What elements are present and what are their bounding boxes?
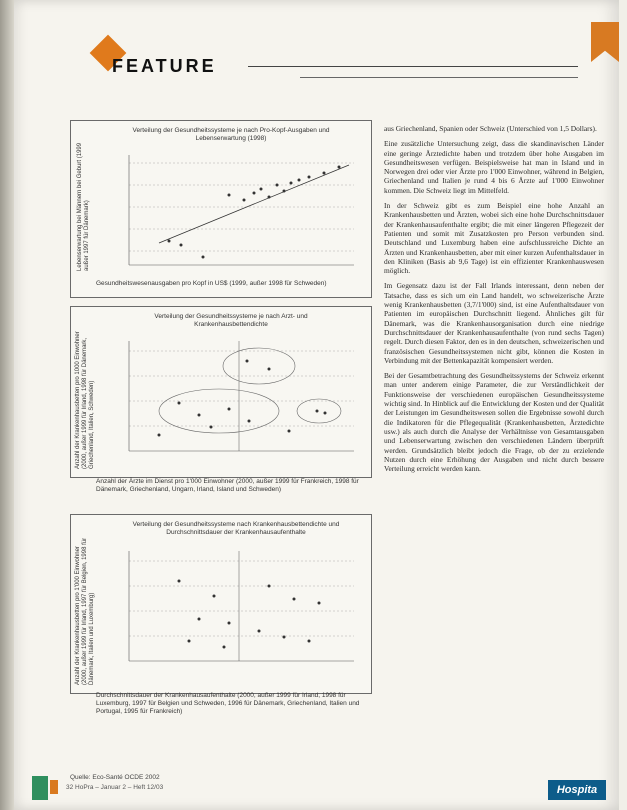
figure-1-title: Verteilung der Gesundheitssysteme je nach Pro-Kopf-Ausgaben und Lebenserwartung (1998) <box>132 127 330 142</box>
magazine-logo: Hospita <box>548 780 606 800</box>
article-paragraph: Bei der Gesamtbetrachtung des Gesundheitssystems der Schweiz erkennt man unter anderem einige Parameter, die zur Verständlichkeit der Funktionsweise der verschiedenen europäischen Gesundheitssysteme wichtig sind. In Hinblick auf die Entwicklung der Kosten und der Qualität der Leistungen im Gesundheitswesen sollen die Ergebnisse sowohl durch die Indikatoren für die Pflegequalität (Krankenhausbetten, Ärztedichte usw.) als auch durch die Analyse der Verhältnisse von Gesamtausgaben und Lebenserwartung zwischen den verschiedenen Ländern überprüft werden. Grundsätzlich bleibt jedoch die Frage, ob der zu erzielende Nutzen durch eine Erhöhung der Ausgaben und nicht durch bessere Verteilung erreicht werden kann. <box>384 371 604 474</box>
header-rule <box>248 66 578 67</box>
figure-source: Quelle: Eco-Santé OCDE 2002 <box>70 774 160 781</box>
figure-2-panel <box>70 306 372 478</box>
figure-2-plot <box>119 331 359 461</box>
binding-gutter <box>0 0 14 810</box>
figure-3-panel <box>70 514 372 694</box>
section-title: FEATURE <box>112 56 217 76</box>
article-paragraph: aus Griechenland, Spanien oder Schweiz (Unterschied von 1,5 Dollars). <box>384 124 597 133</box>
footer-green-tab <box>32 776 48 800</box>
header-rule-secondary <box>300 77 578 78</box>
figure-1-ylabel: Lebenserwartung bei Männern bei Geburt (1999 außer 1997 für Dänemark) <box>77 142 90 271</box>
article-paragraph: In der Schweiz gibt es zum Beispiel eine hohe Anzahl an Krankenhausbetten und Ärzten, wobei sich eine hohe Durchschnittsdauer der Krankenhausaufenthalte ergibt; die mit einer längeren Pflegezeit der Patienten und somit mit Zusatzkosten pro Person verbunden sind. Deutschland und Luxemburg haben eine aufschlussreiche Dichte an Ärzten und Krankenhausbetten, aber mit einer kurzen Aufenthaltsdauer in den Kliniken (Basis ab 9,6 Tage) ist ein effizienter Krankenhauswesen möglich. <box>384 201 604 276</box>
figure-3-ylabel: Anzahl der Krankenhausbetten pro 1'000 Einwohner (2000, außer 1999 für Irland, 1997 für Belgien, 1998 für Dänemark, Italien und Luxemburg) <box>75 537 95 685</box>
footer-page-info: 32 HoPra – Januar 2 – Heft 12/03 <box>66 784 164 791</box>
figure-2-title: Verteilung der Gesundheitssysteme je nach Arzt- und Krankenhausbettendichte <box>154 313 308 328</box>
footer-orange-marker <box>50 780 58 794</box>
article-body <box>384 124 604 479</box>
figure-1-panel <box>70 120 372 298</box>
figure-2-caption: Anzahl der Ärzte im Dienst pro 1'000 Einwohner (2000, außer 1999 für Frankreich, 1998 für Dänemark, Griechenland, Ungarn, Irland, Island und Schweden) <box>96 478 359 493</box>
figure-1-caption: Gesundheitswesenausgaben pro Kopf in US$ (1999, außer 1998 für Schweden) <box>96 280 327 287</box>
figure-3-caption: Durchschnittsdauer der Krankenhausaufenthalte (2000, außer 1999 für Irland, 1998 für Luxemburg, 1997 für Belgien und Schweden, 1996 für Dänemark, Griechenland, Italien und Portugal, 1995 für Frankreich) <box>96 692 360 715</box>
figure-1-plot <box>119 145 359 275</box>
figure-2-ylabel: Anzahl der Krankenhausbetten pro 1000 Einwohner (2000, außer 1999 für Irland, 1998 für Dänemark, Griechenland, Italien, Schweden) <box>75 331 95 469</box>
article-paragraph: Eine zusätzliche Untersuchung zeigt, dass die skandinavischen Länder eine geringe Ärztedichte haben und trotzdem über hohe Ausgaben im Gesundheitswesen verfügen. Beispielsweise hat man in Island und in Norwegen drei oder vier Ärzte pro 1'000 Einwohner, während in Belgien, Griechenland und Italien je rund 4 bis 6 Ärzte auf 1'000 Einwohner kommen. Die Schweiz liegt im Mittelfeld. <box>384 139 604 195</box>
article-paragraph: Im Gegensatz dazu ist der Fall Irlands interessant, denn neben der Tatsache, dass es sich um ein Land handelt, wo schweizerische Ärzte wenig Krankenhausbetten (3,7/1'000) sind, ist eine Aufenthaltsdauer von Patienten im europäischen Durchschnitt liegend. Ähnliches gilt für Dänemark, was die Krankenhausorganisation durch eine niedrige Durchschnittsdauer der Krankenhausaufenthalte (von rund sechs Tagen) regelt. Durch diesen Faktor, den es in den deutschen, schweizerischen und französischen Gesundheitssystemen nicht gibt, können die Kosten in Verbindung mit der Bettenkapazität kompensiert werden. <box>384 281 604 365</box>
figure-3-plot <box>119 541 359 671</box>
figure-3-title: Verteilung der Gesundheitssysteme nach Krankenhausbettendichte und Durchschnittsdauer der Krankenhausaufenthalte <box>132 521 340 536</box>
